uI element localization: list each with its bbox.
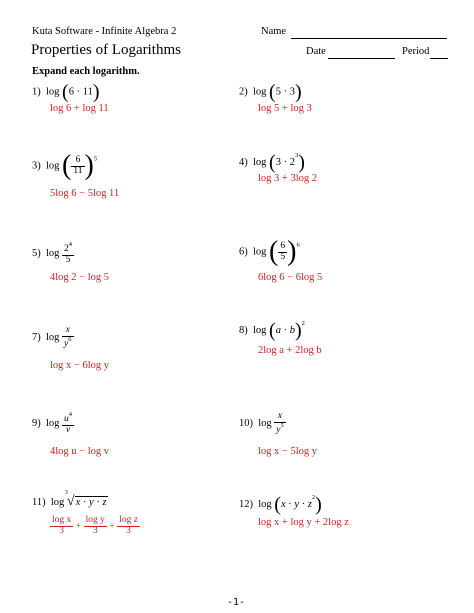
problem-number: 9) — [32, 417, 41, 429]
date-label: Date — [306, 46, 326, 57]
problem-2-answer: log 5 + log 3 — [258, 103, 312, 114]
problem-number: 8) — [239, 325, 248, 336]
period-label: Period — [402, 46, 430, 57]
problem-number: 11) — [32, 497, 46, 508]
problem-8-answer: 2log a + 2log b — [258, 345, 322, 356]
problem-4-question: 4) $\log (3 \cdot 2^3)$ — [239, 151, 305, 174]
name-field-line[interactable] — [291, 38, 447, 39]
problem-6-answer: 6log 6 − 6log 5 — [258, 272, 323, 283]
problem-3-answer: 5log 6 − 5log 11 — [50, 188, 120, 199]
problem-number: 3) — [32, 160, 41, 172]
problem-8-question: 8) $\log (a \cdot b)^2$ — [239, 319, 305, 342]
problem-12-question: 12) $\log (x \cdot y \cdot z^2)$ — [239, 493, 322, 516]
problem-number: 1) — [32, 86, 41, 98]
problem-10-answer: log x − 5log y — [258, 446, 318, 457]
problem-12-answer: log x + log y + 2log z — [258, 517, 349, 528]
problem-number: 12) — [239, 499, 253, 510]
problem-10-question: 10) log $\frac{x}{y^5}$ — [239, 411, 284, 435]
problem-9-question: 9) log $\frac{u^4}{v}$ — [32, 411, 73, 435]
problem-9-answer: 4log u − log v — [50, 446, 110, 457]
instructions: Expand each logarithm. — [32, 66, 140, 77]
problem-4-answer: log 3 + 3log 2 — [258, 173, 318, 184]
answer-term-z: $\frac{\text{log z}}{3}$ — [119, 515, 138, 536]
problem-number: 10) — [239, 417, 253, 429]
problem-1-question: 1) log (6 · 11) — [32, 81, 100, 103]
problem-number: 2) — [239, 86, 248, 98]
problem-2-question: 2) log (5 · 3) — [239, 81, 302, 103]
problem-5-question: 5) log $\frac{2^4}{5}$ — [32, 241, 73, 265]
problem-7-answer: log x − 6log y — [50, 360, 110, 371]
problem-3-question: 3) log ( $\frac{6}{11}$ )$^5$ — [32, 150, 98, 181]
problem-number: 5) — [32, 247, 41, 259]
answer-term-x: $\frac{\text{log x}}{3}$ — [52, 515, 72, 536]
page-title: Properties of Logarithms — [31, 42, 181, 58]
problem-number: 4) — [239, 157, 248, 168]
answer-term-y: $\frac{\text{log y}}{3}$ — [85, 515, 105, 536]
problem-7-question: 7) log $\frac{x}{y^6}$ — [32, 325, 72, 349]
publisher-label: Kuta Software - Infinite Algebra 2 — [32, 26, 177, 37]
page-number: -1- — [227, 597, 246, 608]
problem-11-question: 11) log 3 √x · y · z — [32, 490, 107, 509]
period-field-line[interactable] — [430, 58, 448, 59]
problem-number: 6) — [239, 246, 248, 258]
problem-6-question: 6) log ( $\frac{6}{5}$ )$^6$ — [239, 236, 300, 267]
date-field-line[interactable] — [328, 58, 395, 59]
name-label: Name — [261, 26, 287, 37]
problem-11-answer: $\frac{\text{log x}}{3}$ + $\frac{\text{log y}}{3}$ + $\frac{\text{log z}}{3}$ — [52, 515, 138, 536]
problem-5-answer: 4log 2 − log 5 — [50, 272, 110, 283]
problem-1-answer: log 6 + log 11 — [50, 103, 109, 114]
problem-number: 7) — [32, 331, 41, 343]
